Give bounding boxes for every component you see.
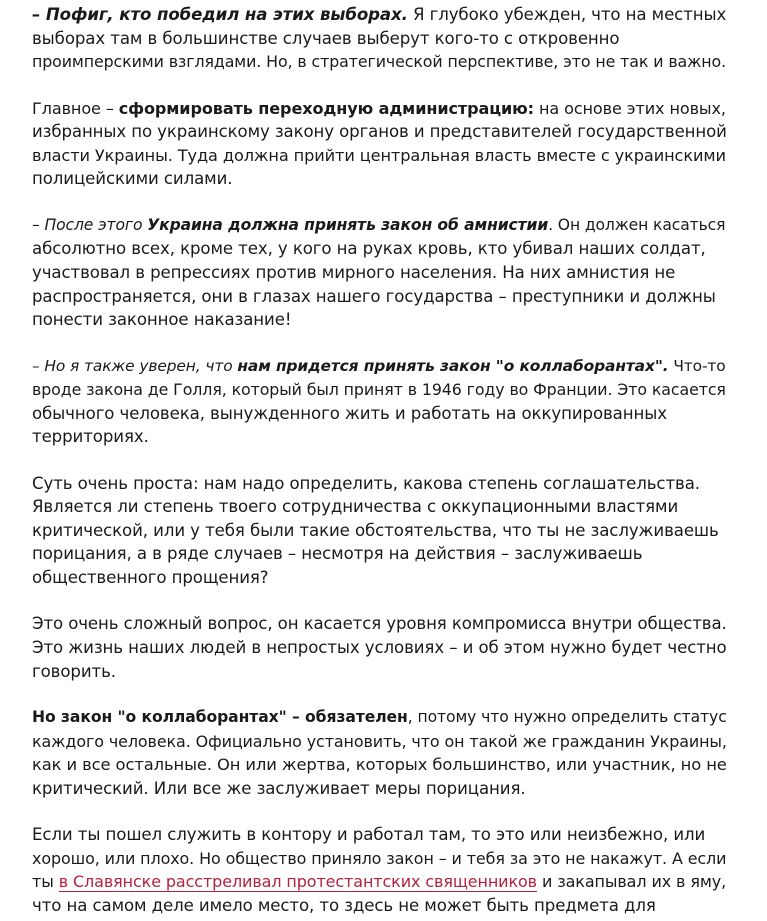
italic-text: – После этого [32,215,148,234]
paragraph-line: Суть очень проста: нам надо определить, какова степень соглашательства. [32,473,700,493]
paragraph-line: каждого человека. Официально установить, что он такой же гражданин Украины, [32,731,727,751]
body-text: на основе этих новых, [533,98,726,118]
paragraph-line: хорошо, или плохо. Но общество приняло закон – и тебя за это не накажут. А если [32,848,727,868]
body-text: Главное – [32,98,119,118]
paragraph-3 [32,214,727,332]
inline-article-link[interactable]: в Славянске расстреливал протестантских священников [58,872,537,892]
paragraph-4 [32,355,727,449]
bold-text: сформировать переходную администрацию: [118,98,534,118]
paragraph-line [32,706,727,730]
paragraph-8 [32,823,727,917]
paragraph-line: выборах там в большинстве случаев выберут кого-то с откровенно [32,28,620,48]
paragraph-line: распространяется, они в глазах нашего государства – преступники и должны [32,286,716,306]
paragraph-line: участвовал в репрессиях против мирного населения. На них амнистия не [32,262,676,282]
body-text: , потому что нужно определить статус [407,708,727,727]
paragraph-line: избранных по украинскому закону органов и представителей государственной [32,122,727,142]
paragraph-line: Это очень сложный вопрос, он касается уровня компромисса внутри общества. [32,614,727,634]
paragraph-line: власти Украины. Туда должна прийти центральная власть вместе с украинскими [32,145,726,165]
paragraph-line: критической, или у тебя были такие обстоятельства, что ты не заслуживаешь [32,520,719,540]
italic-text: – Но я также уверен, что [32,356,238,375]
paragraph-line: проимперскими взглядами. Но, в стратегической перспективе, это не так и важно. [32,52,727,72]
bold-text: Но закон "о коллаборантах" – обязателен [32,708,408,727]
body-text: Я глубоко убежден, что на местных [407,5,727,24]
paragraph-line [32,97,727,121]
paragraph-line: порицания, а в ряде случаев – несмотря на действия – заслуживаешь [32,544,643,564]
paragraph-5 [32,472,727,590]
paragraph-line: вроде закона де Голля, который был принят в 1946 году во Франции. Это касается [32,380,726,400]
paragraph-line: Является ли степень твоего сотрудничества с оккупационными властями [32,497,679,517]
paragraph-line: говорить. [32,661,116,681]
paragraph-line: общественного прощения? [32,568,269,588]
paragraph-line: Это жизнь наших людей в непростых условиях – и об этом нужно будет честно [32,638,727,658]
body-text: ты [32,872,59,892]
paragraph-line: обычного человека, вынужденного жить и работать на оккупированных [32,403,667,423]
emphasis-text: нам придется принять закон "о коллаборантах". [237,356,669,375]
paragraph-line: абсолютно всех, кроме тех, у кого на руках кровь, кто убивал наших солдат, [32,239,706,259]
paragraph-line: Если ты пошел служить в контору и работал там, то это или неизбежно, или [32,825,706,845]
paragraph-line [32,3,727,27]
paragraph-7 [32,706,727,800]
paragraph-line: территориях. [32,427,149,447]
paragraph-line: что на самом деле имело место, то здесь не может быть предмета для [32,895,656,915]
paragraph-line: критический. Или все же заслуживает меры порицания. [32,778,526,798]
paragraph-line: как и все остальные. Он или жертва, которых большинство, или участник, но не [32,755,727,775]
paragraph-line: полицейскими силами. [32,169,233,189]
body-text: и закапывал их в яму, [536,872,727,892]
body-text: . Он должен касаться [548,215,726,234]
paragraph-6 [32,612,727,683]
emphasis-text: – Пофиг, кто победил на этих выборах. [32,5,408,24]
paragraph-1 [32,3,727,74]
emphasis-text: Украина должна принять закон об амнистии [147,215,549,234]
paragraph-line [32,870,727,894]
paragraph-2 [32,97,727,191]
paragraph-line [32,355,727,379]
paragraph-line [32,214,727,238]
body-text: Что-то [668,356,726,375]
paragraph-line: понести законное наказание! [32,310,292,330]
